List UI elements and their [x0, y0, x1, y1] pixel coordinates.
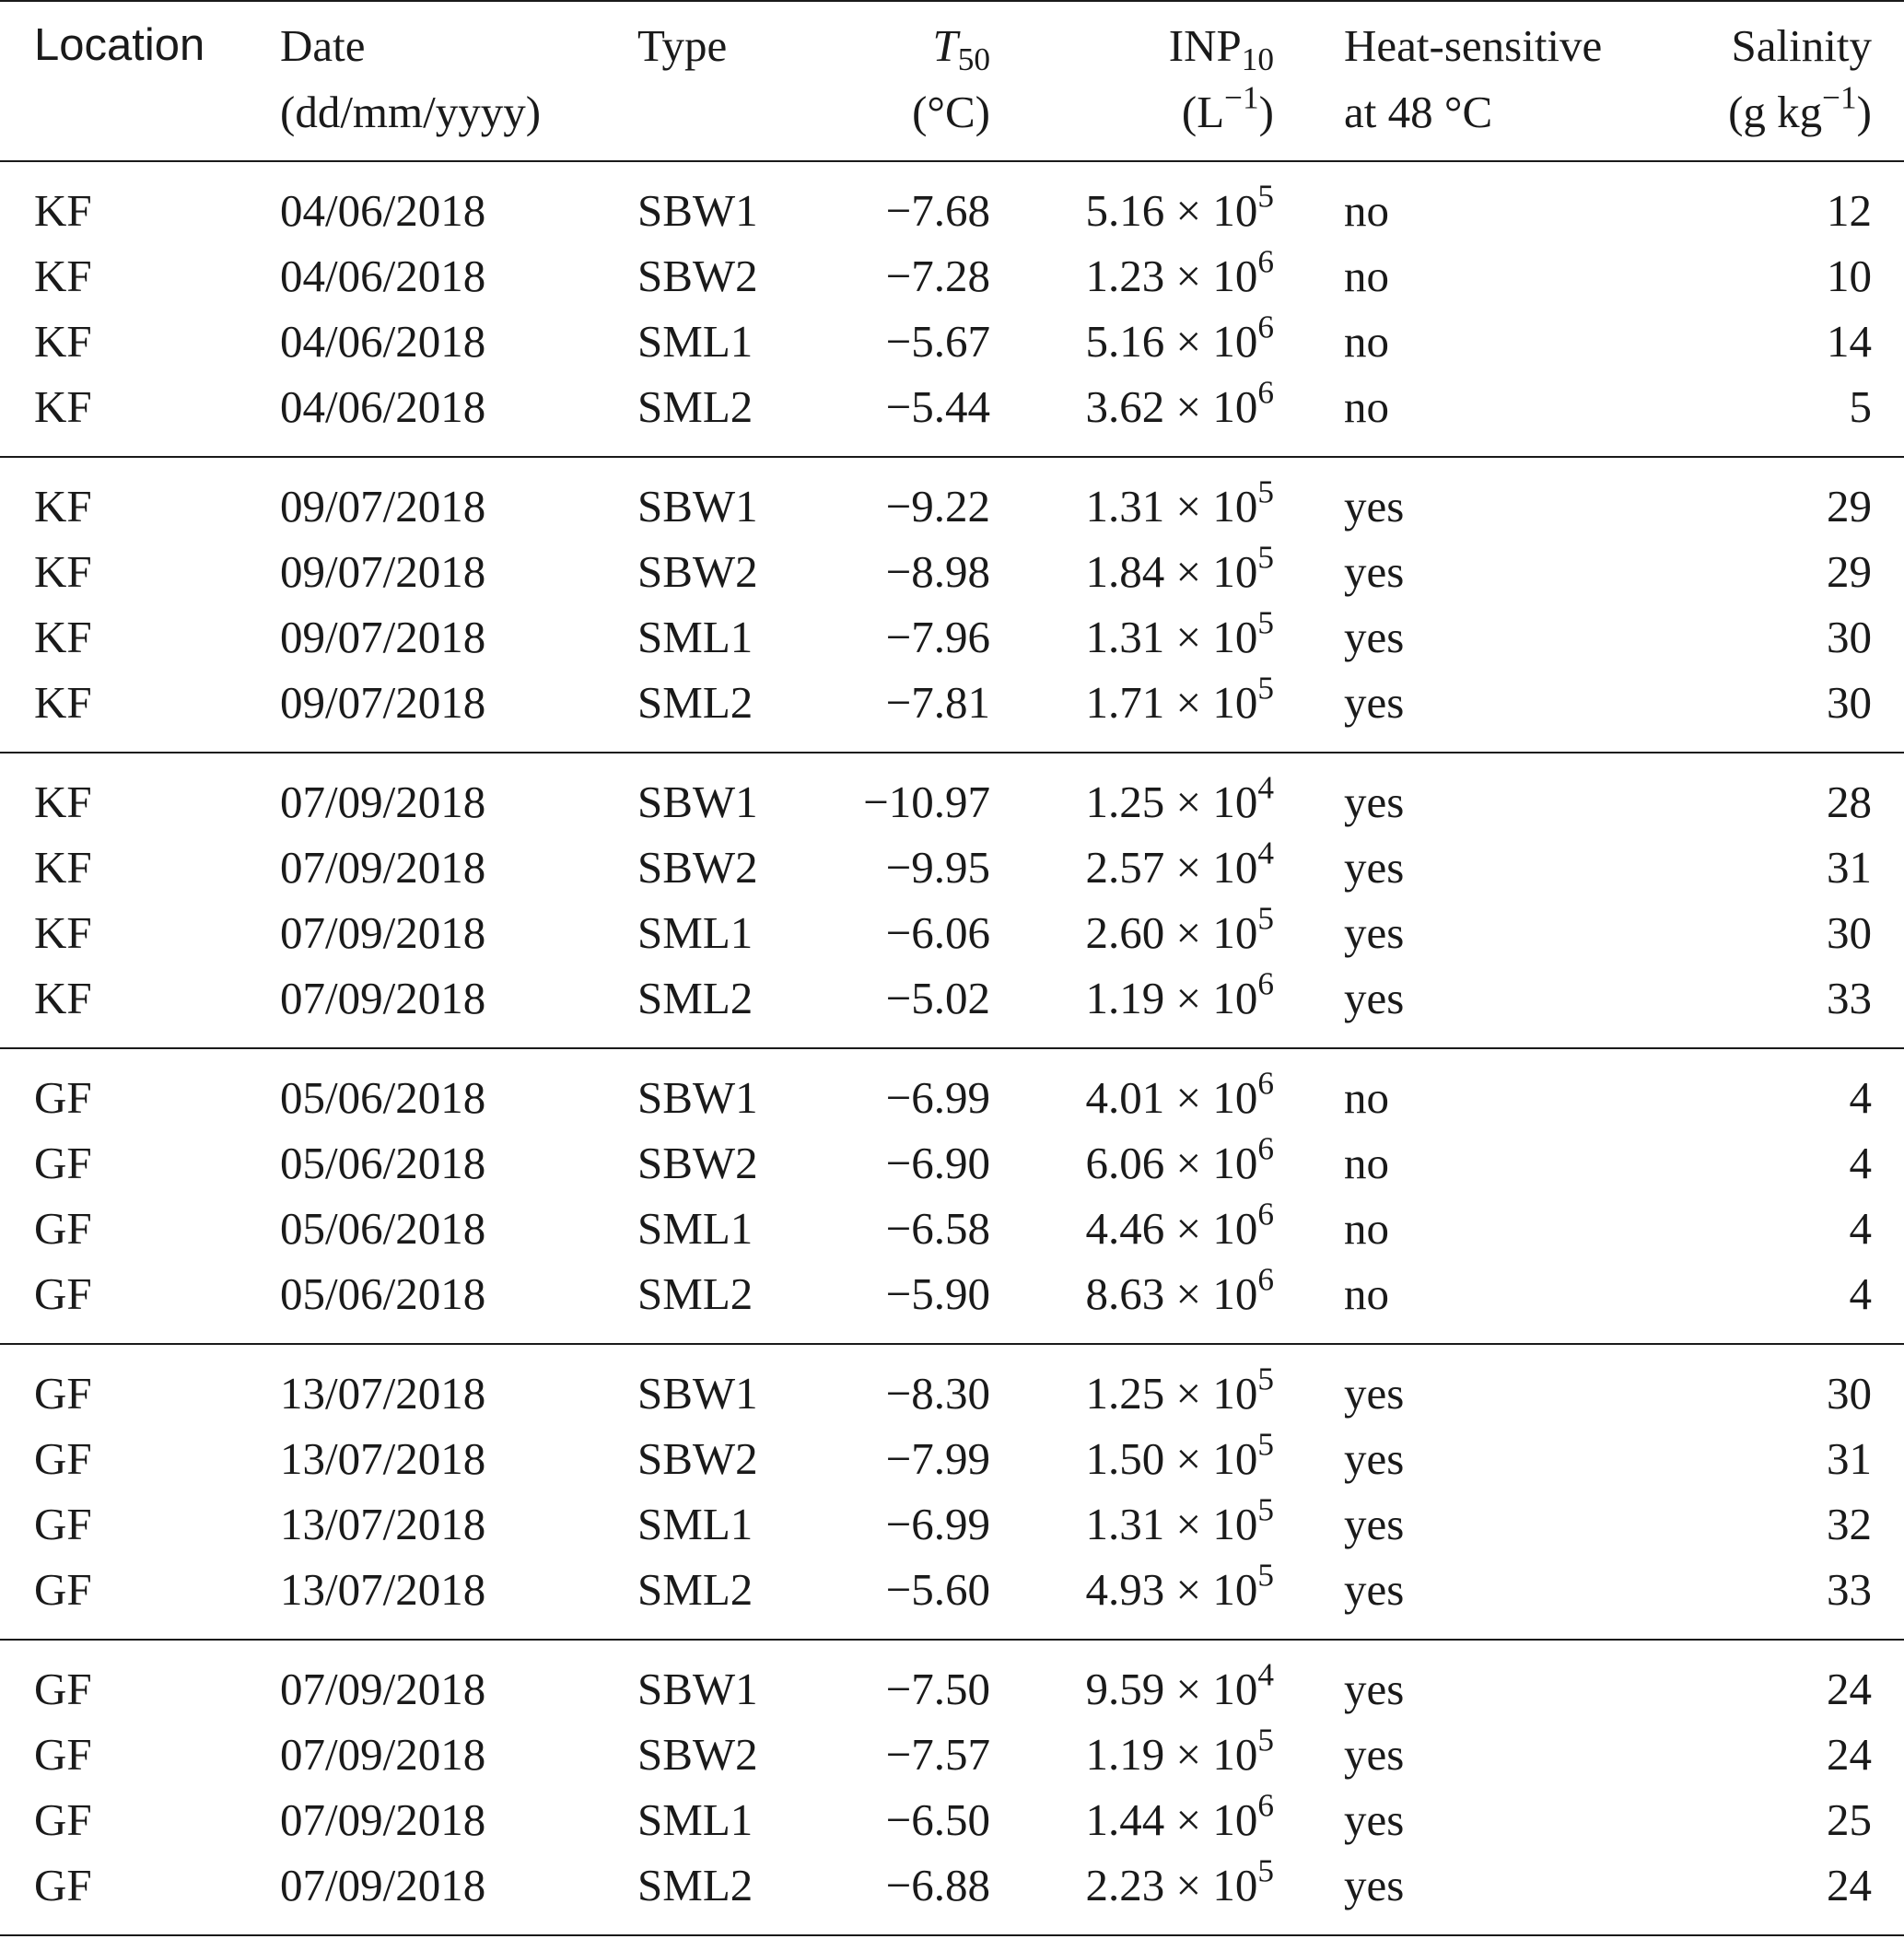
- cell-date: 04/06/2018: [280, 381, 486, 432]
- cell-type: SBW2: [637, 546, 758, 597]
- cell-heat-sensitive: yes: [1344, 1564, 1405, 1615]
- cell-inp-exponent: 4: [1257, 1656, 1274, 1693]
- group-rule: [0, 752, 1904, 753]
- cell-salinity: 4: [1849, 1268, 1872, 1319]
- cell-inp: [1085, 835, 1274, 900]
- cell-inp-exponent: 5: [1257, 1557, 1274, 1594]
- cell-type: SML1: [637, 907, 753, 958]
- header-type: Type: [637, 20, 728, 71]
- cell-location: KF: [34, 481, 92, 531]
- cell-location: KF: [34, 185, 92, 236]
- cell-inp-mantissa: 1.84 × 10: [1085, 546, 1258, 597]
- header-salinity-unit-open: (g kg: [1728, 87, 1823, 137]
- cell-t50: −5.67: [885, 316, 990, 367]
- table-row: [0, 1722, 1904, 1787]
- table-row: [0, 1852, 1904, 1918]
- cell-inp: [1085, 900, 1274, 965]
- cell-inp-exponent: 6: [1257, 1130, 1274, 1167]
- cell-inp-exponent: 5: [1257, 473, 1274, 510]
- cell-type: SBW1: [637, 1072, 758, 1123]
- cell-inp-exponent: 6: [1257, 309, 1274, 345]
- cell-type: SML2: [637, 677, 753, 728]
- cell-date: 07/09/2018: [280, 1729, 486, 1780]
- cell-date: 07/09/2018: [280, 973, 486, 1023]
- cell-salinity: 33: [1827, 1564, 1872, 1615]
- cell-inp: [1085, 309, 1274, 374]
- cell-date: 09/07/2018: [280, 481, 486, 531]
- cell-type: SML2: [637, 973, 753, 1023]
- cell-inp-mantissa: 1.31 × 10: [1085, 481, 1258, 531]
- cell-salinity: 4: [1849, 1138, 1872, 1188]
- cell-inp-exponent: 6: [1257, 1196, 1274, 1232]
- header-t50-subscript: 50: [957, 41, 990, 77]
- cell-inp-mantissa: 1.23 × 10: [1085, 251, 1258, 301]
- cell-inp-exponent: 6: [1257, 374, 1274, 411]
- cell-type: SML2: [637, 381, 753, 432]
- cell-salinity: 25: [1827, 1794, 1872, 1845]
- cell-salinity: 30: [1827, 1368, 1872, 1419]
- cell-heat-sensitive: yes: [1344, 481, 1405, 531]
- cell-inp-mantissa: 2.23 × 10: [1085, 1860, 1258, 1910]
- cell-inp: [1085, 1065, 1274, 1130]
- cell-location: KF: [34, 381, 92, 432]
- table-row: [0, 473, 1904, 539]
- header-t50-unit: (°C): [912, 87, 990, 137]
- table-row: [0, 769, 1904, 835]
- cell-inp-exponent: 6: [1257, 1261, 1274, 1298]
- table-row: [0, 965, 1904, 1031]
- cell-t50: −6.99: [885, 1072, 990, 1123]
- cell-location: KF: [34, 973, 92, 1023]
- cell-salinity: 29: [1827, 481, 1872, 531]
- cell-t50: −7.68: [885, 185, 990, 236]
- cell-type: SML1: [637, 1203, 753, 1254]
- cell-type: SBW2: [637, 251, 758, 301]
- cell-salinity: 32: [1827, 1499, 1872, 1549]
- cell-inp: [1085, 1130, 1274, 1196]
- cell-inp-mantissa: 1.19 × 10: [1085, 973, 1258, 1023]
- cell-inp-mantissa: 2.60 × 10: [1085, 907, 1258, 958]
- cell-type: SML2: [637, 1564, 753, 1615]
- table-row: [0, 1426, 1904, 1491]
- cell-inp-exponent: 6: [1257, 1065, 1274, 1102]
- cell-heat-sensitive: yes: [1344, 777, 1405, 827]
- cell-date: 09/07/2018: [280, 612, 486, 662]
- cell-type: SBW1: [637, 1368, 758, 1419]
- header-inp-subscript: 10: [1241, 41, 1274, 77]
- cell-heat-sensitive: yes: [1344, 973, 1405, 1023]
- cell-location: GF: [34, 1268, 92, 1319]
- cell-location: GF: [34, 1433, 92, 1484]
- cell-inp: [1085, 1656, 1274, 1722]
- cell-inp-exponent: 6: [1257, 965, 1274, 1002]
- cell-date: 13/07/2018: [280, 1499, 486, 1549]
- header-date: Date: [280, 20, 366, 71]
- cell-date: 07/09/2018: [280, 842, 486, 893]
- cell-salinity: 24: [1827, 1664, 1872, 1714]
- header-inp-unit: [1182, 79, 1274, 145]
- table-row: [0, 178, 1904, 243]
- group-rule: [0, 1047, 1904, 1049]
- cell-date: 13/07/2018: [280, 1564, 486, 1615]
- cell-type: SML1: [637, 316, 753, 367]
- header-inp-unit-close: ): [1258, 87, 1274, 137]
- cell-t50: −8.98: [885, 546, 990, 597]
- cell-type: SBW2: [637, 1729, 758, 1780]
- cell-inp: [1085, 539, 1274, 604]
- cell-inp: [1085, 1261, 1274, 1326]
- cell-inp-exponent: 5: [1257, 670, 1274, 707]
- cell-salinity: 30: [1827, 677, 1872, 728]
- table-row: [0, 835, 1904, 900]
- cell-inp-mantissa: 4.46 × 10: [1085, 1203, 1258, 1254]
- cell-t50: −10.97: [863, 777, 990, 827]
- cell-t50: −7.50: [885, 1664, 990, 1714]
- cell-inp: [1085, 1722, 1274, 1787]
- cell-inp: [1085, 1491, 1274, 1557]
- header-t50-symbol: T: [932, 20, 958, 71]
- header-rule: [0, 160, 1904, 162]
- cell-location: GF: [34, 1203, 92, 1254]
- cell-date: 07/09/2018: [280, 907, 486, 958]
- cell-location: GF: [34, 1564, 92, 1615]
- cell-heat-sensitive: yes: [1344, 612, 1405, 662]
- cell-heat-sensitive: yes: [1344, 907, 1405, 958]
- cell-location: GF: [34, 1860, 92, 1910]
- table-row: [0, 1491, 1904, 1557]
- cell-inp-exponent: 4: [1257, 769, 1274, 806]
- cell-salinity: 28: [1827, 777, 1872, 827]
- cell-inp-mantissa: 5.16 × 10: [1085, 185, 1258, 236]
- table-row: [0, 243, 1904, 309]
- cell-heat-sensitive: yes: [1344, 546, 1405, 597]
- cell-inp-mantissa: 1.25 × 10: [1085, 777, 1258, 827]
- cell-heat-sensitive: no: [1344, 1268, 1389, 1319]
- header-inp-symbol: INP: [1168, 20, 1242, 71]
- cell-inp: [1085, 1787, 1274, 1852]
- cell-heat-sensitive: no: [1344, 1072, 1389, 1123]
- cell-date: 05/06/2018: [280, 1138, 486, 1188]
- cell-heat-sensitive: yes: [1344, 677, 1405, 728]
- bottom-rule: [0, 1934, 1904, 1936]
- cell-salinity: 31: [1827, 842, 1872, 893]
- cell-date: 04/06/2018: [280, 251, 486, 301]
- cell-date: 05/06/2018: [280, 1268, 486, 1319]
- cell-location: KF: [34, 546, 92, 597]
- cell-type: SBW2: [637, 842, 758, 893]
- cell-date: 09/07/2018: [280, 677, 486, 728]
- cell-inp: [1085, 670, 1274, 735]
- cell-type: SBW2: [637, 1433, 758, 1484]
- cell-heat-sensitive: yes: [1344, 1499, 1405, 1549]
- cell-location: GF: [34, 1138, 92, 1188]
- cell-type: SML1: [637, 1794, 753, 1845]
- cell-location: KF: [34, 777, 92, 827]
- table-row: [0, 900, 1904, 965]
- table-row: [0, 1065, 1904, 1130]
- cell-date: 07/09/2018: [280, 1664, 486, 1714]
- table-row: [0, 604, 1904, 670]
- cell-inp-mantissa: 1.44 × 10: [1085, 1794, 1258, 1845]
- group-rule: [0, 456, 1904, 458]
- cell-heat-sensitive: no: [1344, 251, 1389, 301]
- cell-inp-exponent: 5: [1257, 178, 1274, 215]
- cell-inp-exponent: 5: [1257, 900, 1274, 937]
- cell-t50: −5.90: [885, 1268, 990, 1319]
- cell-heat-sensitive: yes: [1344, 1729, 1405, 1780]
- cell-location: GF: [34, 1794, 92, 1845]
- cell-date: 07/09/2018: [280, 1860, 486, 1910]
- cell-salinity: 29: [1827, 546, 1872, 597]
- cell-location: GF: [34, 1499, 92, 1549]
- cell-heat-sensitive: yes: [1344, 1664, 1405, 1714]
- cell-inp-mantissa: 1.25 × 10: [1085, 1368, 1258, 1419]
- cell-inp-exponent: 5: [1257, 1361, 1274, 1397]
- cell-inp-mantissa: 1.19 × 10: [1085, 1729, 1258, 1780]
- cell-inp: [1085, 178, 1274, 243]
- header-heat-sensitive: Heat-sensitive: [1344, 20, 1603, 71]
- cell-inp-exponent: 4: [1257, 835, 1274, 871]
- cell-t50: −7.57: [885, 1729, 990, 1780]
- cell-inp-exponent: 6: [1257, 243, 1274, 280]
- cell-heat-sensitive: no: [1344, 316, 1389, 367]
- cell-inp-mantissa: 1.31 × 10: [1085, 612, 1258, 662]
- cell-salinity: 4: [1849, 1072, 1872, 1123]
- cell-location: KF: [34, 842, 92, 893]
- header-salinity-unit-sup: −1: [1822, 79, 1857, 116]
- cell-heat-sensitive: no: [1344, 1203, 1389, 1254]
- cell-date: 05/06/2018: [280, 1072, 486, 1123]
- cell-inp-mantissa: 5.16 × 10: [1085, 316, 1258, 367]
- cell-t50: −6.06: [885, 907, 990, 958]
- cell-type: SBW1: [637, 777, 758, 827]
- cell-salinity: 30: [1827, 612, 1872, 662]
- cell-inp: [1085, 1361, 1274, 1426]
- cell-salinity: 12: [1827, 185, 1872, 236]
- header-salinity-unit-close: ): [1856, 87, 1872, 137]
- cell-t50: −5.02: [885, 973, 990, 1023]
- header-t50: [932, 13, 990, 78]
- cell-inp-mantissa: 8.63 × 10: [1085, 1268, 1258, 1319]
- table-row: [0, 1361, 1904, 1426]
- cell-date: 07/09/2018: [280, 1794, 486, 1845]
- cell-t50: −6.90: [885, 1138, 990, 1188]
- cell-inp: [1085, 769, 1274, 835]
- cell-date: 04/06/2018: [280, 316, 486, 367]
- cell-t50: −6.88: [885, 1860, 990, 1910]
- cell-inp-exponent: 5: [1257, 539, 1274, 576]
- cell-inp-exponent: 5: [1257, 604, 1274, 641]
- cell-heat-sensitive: no: [1344, 1138, 1389, 1188]
- cell-heat-sensitive: yes: [1344, 842, 1405, 893]
- cell-location: KF: [34, 907, 92, 958]
- cell-date: 04/06/2018: [280, 185, 486, 236]
- table-row: [0, 1656, 1904, 1722]
- header-location: Location: [34, 20, 205, 70]
- cell-type: SML2: [637, 1268, 753, 1319]
- cell-location: GF: [34, 1664, 92, 1714]
- cell-salinity: 10: [1827, 251, 1872, 301]
- table-row: [0, 539, 1904, 604]
- cell-salinity: 14: [1827, 316, 1872, 367]
- cell-t50: −7.99: [885, 1433, 990, 1484]
- group-rule: [0, 1343, 1904, 1345]
- cell-heat-sensitive: yes: [1344, 1433, 1405, 1484]
- cell-type: SBW1: [637, 1664, 758, 1714]
- cell-t50: −9.22: [885, 481, 990, 531]
- cell-inp-exponent: 5: [1257, 1852, 1274, 1889]
- table-row: [0, 374, 1904, 439]
- cell-location: KF: [34, 316, 92, 367]
- cell-type: SBW1: [637, 481, 758, 531]
- cell-t50: −7.96: [885, 612, 990, 662]
- cell-inp-exponent: 5: [1257, 1722, 1274, 1758]
- cell-inp: [1085, 1426, 1274, 1491]
- cell-inp-mantissa: 6.06 × 10: [1085, 1138, 1258, 1188]
- cell-inp-exponent: 5: [1257, 1491, 1274, 1528]
- table-row: [0, 1787, 1904, 1852]
- cell-location: KF: [34, 251, 92, 301]
- cell-location: GF: [34, 1368, 92, 1419]
- cell-salinity: 30: [1827, 907, 1872, 958]
- table-row: [0, 1557, 1904, 1622]
- cell-date: 09/07/2018: [280, 546, 486, 597]
- cell-heat-sensitive: yes: [1344, 1860, 1405, 1910]
- cell-inp: [1085, 604, 1274, 670]
- cell-inp-mantissa: 1.71 × 10: [1085, 677, 1258, 728]
- header-date-format: (dd/mm/yyyy): [280, 87, 542, 137]
- group-rule: [0, 1639, 1904, 1641]
- cell-inp-exponent: 6: [1257, 1787, 1274, 1824]
- cell-inp: [1085, 1557, 1274, 1622]
- cell-inp: [1085, 243, 1274, 309]
- cell-t50: −5.44: [885, 381, 990, 432]
- cell-inp-mantissa: 1.50 × 10: [1085, 1433, 1258, 1484]
- cell-salinity: 4: [1849, 1203, 1872, 1254]
- cell-inp: [1085, 374, 1274, 439]
- cell-t50: −6.99: [885, 1499, 990, 1549]
- cell-salinity: 31: [1827, 1433, 1872, 1484]
- cell-type: SML1: [637, 1499, 753, 1549]
- cell-inp-mantissa: 2.57 × 10: [1085, 842, 1258, 893]
- header-inp-unit-sup: −1: [1224, 79, 1259, 116]
- cell-inp: [1085, 473, 1274, 539]
- cell-salinity: 24: [1827, 1860, 1872, 1910]
- header-salinity-unit: [1728, 79, 1872, 145]
- cell-inp: [1085, 1852, 1274, 1918]
- cell-type: SML2: [637, 1860, 753, 1910]
- cell-t50: −8.30: [885, 1368, 990, 1419]
- cell-heat-sensitive: no: [1344, 185, 1389, 236]
- header-heat-temperature: at 48 °C: [1344, 87, 1493, 137]
- cell-t50: −6.50: [885, 1794, 990, 1845]
- cell-heat-sensitive: no: [1344, 381, 1389, 432]
- cell-t50: −7.81: [885, 677, 990, 728]
- top-rule: [0, 0, 1904, 2]
- header-inp: [1169, 13, 1274, 78]
- table-row: [0, 1196, 1904, 1261]
- cell-inp-mantissa: 4.93 × 10: [1085, 1564, 1258, 1615]
- cell-inp-mantissa: 3.62 × 10: [1085, 381, 1258, 432]
- table-row: [0, 1130, 1904, 1196]
- cell-salinity: 5: [1849, 381, 1872, 432]
- header-inp-unit-open: (L: [1181, 87, 1225, 137]
- cell-inp-mantissa: 9.59 × 10: [1085, 1664, 1258, 1714]
- cell-t50: −6.58: [885, 1203, 990, 1254]
- cell-salinity: 33: [1827, 973, 1872, 1023]
- cell-date: 05/06/2018: [280, 1203, 486, 1254]
- cell-date: 13/07/2018: [280, 1433, 486, 1484]
- cell-t50: −9.95: [885, 842, 990, 893]
- cell-heat-sensitive: yes: [1344, 1794, 1405, 1845]
- cell-inp-mantissa: 1.31 × 10: [1085, 1499, 1258, 1549]
- cell-location: GF: [34, 1729, 92, 1780]
- cell-type: SBW2: [637, 1138, 758, 1188]
- cell-inp-mantissa: 4.01 × 10: [1085, 1072, 1258, 1123]
- table-row: [0, 1261, 1904, 1326]
- cell-location: KF: [34, 677, 92, 728]
- table-row: [0, 670, 1904, 735]
- cell-inp: [1085, 1196, 1274, 1261]
- cell-t50: −7.28: [885, 251, 990, 301]
- cell-inp-exponent: 5: [1257, 1426, 1274, 1463]
- cell-t50: −5.60: [885, 1564, 990, 1615]
- cell-date: 07/09/2018: [280, 777, 486, 827]
- cell-heat-sensitive: yes: [1344, 1368, 1405, 1419]
- cell-salinity: 24: [1827, 1729, 1872, 1780]
- cell-date: 13/07/2018: [280, 1368, 486, 1419]
- cell-location: KF: [34, 612, 92, 662]
- cell-inp: [1085, 965, 1274, 1031]
- cell-type: SBW1: [637, 185, 758, 236]
- cell-type: SML1: [637, 612, 753, 662]
- table-row: [0, 309, 1904, 374]
- header-salinity: Salinity: [1731, 20, 1872, 71]
- cell-location: GF: [34, 1072, 92, 1123]
